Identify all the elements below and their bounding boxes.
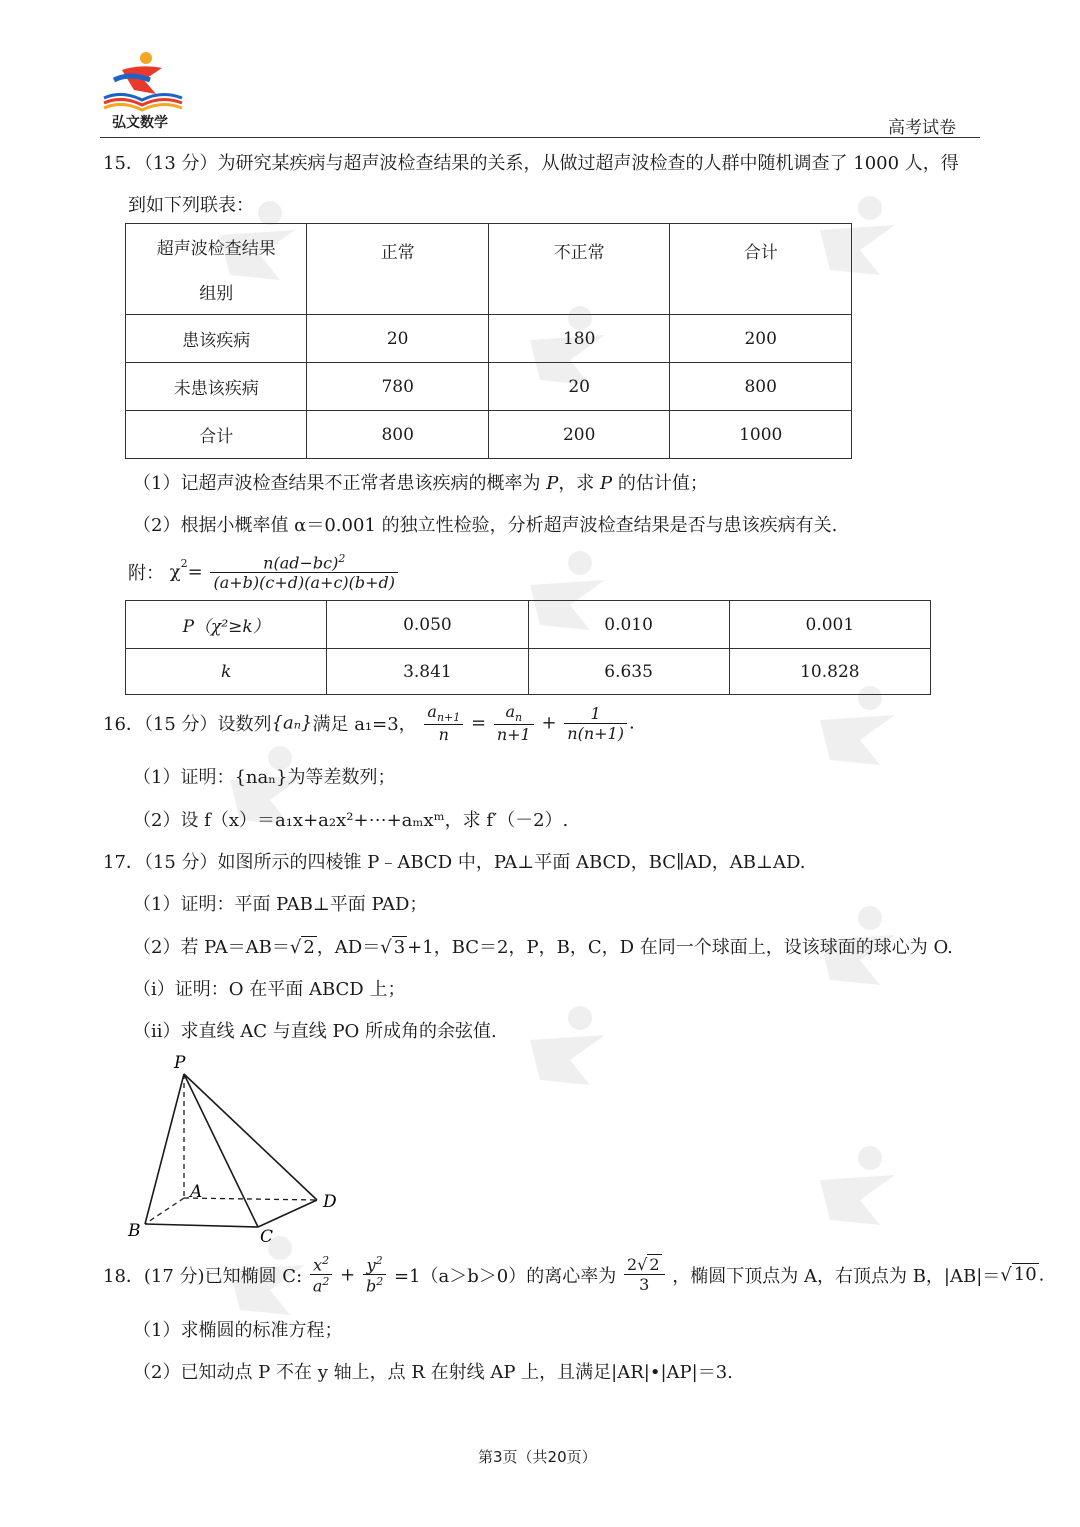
q17-part4: （ii）求直线 AC 与直线 PO 所成角的余弦值. bbox=[133, 1021, 497, 1042]
q17-part1: （1）证明：平面 PAB⊥平面 PAD； bbox=[133, 894, 428, 915]
vertex-label-p: P bbox=[174, 1053, 186, 1073]
watermark-logo bbox=[210, 740, 320, 850]
critical-value-table bbox=[125, 600, 931, 695]
recurrence-lhs: $\frac{a_{n+1}}{n}$ bbox=[424, 702, 463, 744]
q15-line1: 15．（13 分）为研究某疾病与超声波检查结果的关系，从做过超声波检查的人群中随机调查了 1000 人，得 bbox=[103, 153, 959, 174]
watermark-logo bbox=[800, 680, 910, 790]
watermark-logo bbox=[800, 1140, 910, 1250]
q16-part2: （2）设 f（x）＝a₁x+a₂x²+⋯+aₘxᵐ，求 f′（－2）. bbox=[133, 810, 569, 831]
contingency-table bbox=[125, 223, 852, 459]
table-row: 患该疾病 20 180 200 bbox=[126, 315, 852, 363]
watermark-logo bbox=[510, 1000, 620, 1110]
recurrence-rhs-1: $\frac{a_n}{n+1}$ bbox=[494, 702, 534, 744]
q15-part1: （1）记超声波检查结果不正常者患该疾病的概率为 P，求 P 的估计值； bbox=[133, 473, 708, 494]
q18-part1: （1）求椭圆的标准方程； bbox=[133, 1320, 343, 1341]
chi-square-formula: $\frac{n(ad-bc)^2}{(a+b)(c+d)(a+c)(b+d)}$ bbox=[210, 552, 398, 592]
vertex-label-a: A bbox=[190, 1182, 203, 1202]
table-row: P（χ²≥k） 0.050 0.010 0.001 bbox=[126, 601, 931, 649]
q17-part3: （i）证明：O 在平面 ABCD 上； bbox=[133, 979, 406, 1000]
eccentricity: $\frac{2√ 2}{3}$ bbox=[624, 1255, 665, 1294]
ellipse-y-term: $\frac{y^2}{b^2}$ bbox=[363, 1254, 386, 1296]
recurrence-rhs-2: $\frac{1}{n(n+1)}$ bbox=[564, 704, 627, 743]
q18-part2: （2）已知动点 P 不在 y 轴上，点 R 在射线 AP 上，且满足|AR|•|AP|＝3. bbox=[133, 1362, 733, 1383]
table-row: 未患该疾病 780 20 800 bbox=[126, 363, 852, 411]
brand-logo-icon bbox=[100, 50, 185, 112]
table-head-cell: 超声波检查结果 组别 bbox=[126, 224, 307, 315]
q17-part2: （2）若 PA＝AB＝√ 2 ，AD＝√ 3 +1，BC＝2，P，B，C，D 在同一个球面上，设该球面的球心为 O. bbox=[133, 937, 953, 958]
q15-part2: （2）根据小概率值 α＝0.001 的独立性检验，分析超声波检查结果是否与患该疾病有关. bbox=[133, 515, 838, 536]
ellipse-x-term: $\frac{x^2}{a^2}$ bbox=[310, 1254, 333, 1296]
page-footer: 第3页（共20页） bbox=[478, 1448, 597, 1466]
header-right-label: 高考试卷 bbox=[888, 118, 956, 138]
q16-part1: （1）证明：{naₙ}为等差数列； bbox=[133, 767, 396, 788]
q16-lead: 16．（15 分）设数列{aₙ}满足 a₁=3， $\frac{a_{n+1}}{n}$ = $\frac{a_n}{n+1}$ + $\frac{1}{n(n+1)}$ . bbox=[103, 702, 635, 745]
q15-line2: 到如下列联表： bbox=[128, 195, 254, 216]
q18-lead: 18．(17 分)已知椭圆 C: $\frac{x^2}{a^2}$ + $\frac{y^2}{b^2}$ =1（a＞b＞0）的离心率为 $\frac{2√ 2}{3}$ ，椭圆下顶点为 A，右顶点为 B，|AB|＝√ 10 . bbox=[103, 1254, 1045, 1296]
table-head-cell: 正常 bbox=[307, 224, 489, 315]
vertex-label-d: D bbox=[323, 1192, 337, 1212]
vertex-label-c: C bbox=[260, 1227, 274, 1245]
q17-lead: 17．（15 分）如图所示的四棱锥 P﹣ABCD 中，PA⊥平面 ABCD，BC∥AD，AB⊥AD. bbox=[103, 852, 806, 873]
vertex-label-b: B bbox=[128, 1221, 141, 1241]
q15-appendix: 附： $\chi^2=$ $\frac{n(ad-bc)^2}{(a+b)(c+d)(a+c)(b+d)}$ bbox=[128, 552, 400, 592]
table-head-cell: 不正常 bbox=[488, 224, 670, 315]
header-rule bbox=[100, 137, 980, 138]
table-row: k 3.841 6.635 10.828 bbox=[126, 649, 931, 695]
table-head-cell: 合计 bbox=[670, 224, 852, 315]
table-row: 合计 800 200 1000 bbox=[126, 411, 852, 459]
pyramid-figure bbox=[120, 1050, 350, 1245]
brand-name: 弘文数学 bbox=[112, 115, 168, 131]
